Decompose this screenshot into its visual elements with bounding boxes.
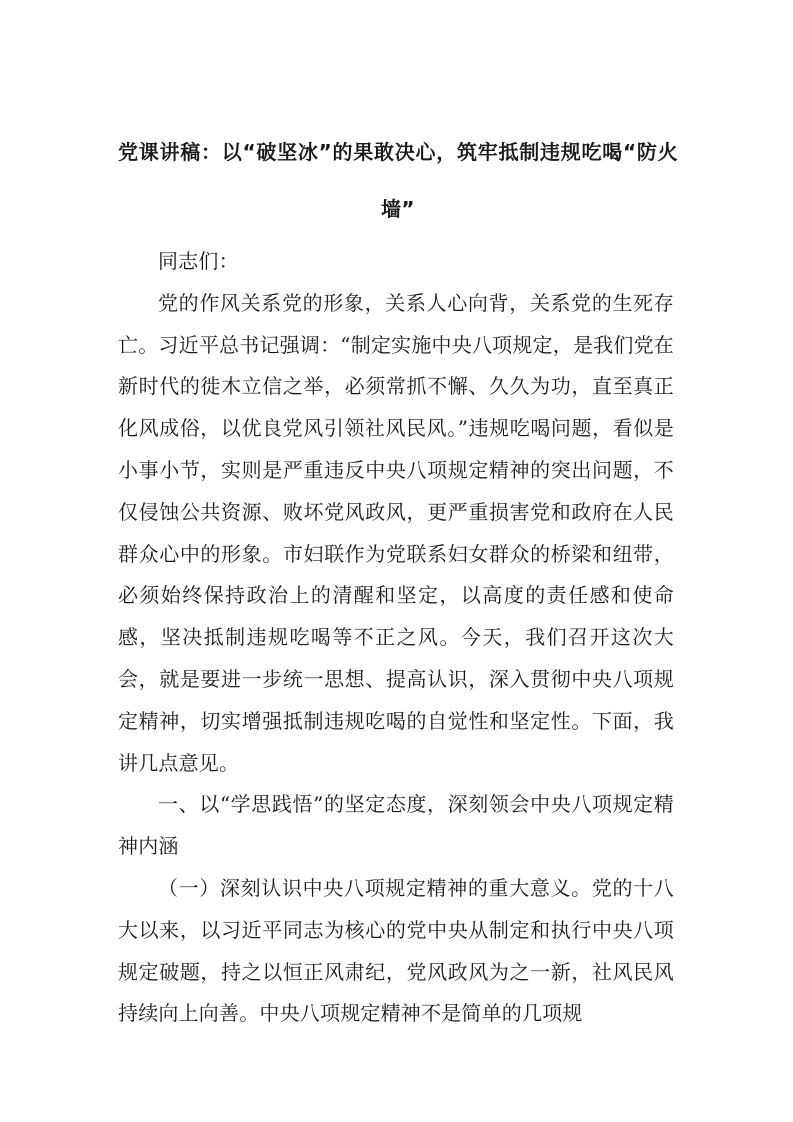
- section-heading: 一、以“学思践悟”的坚定态度，深刻领会中央八项规定精神内涵: [118, 792, 674, 859]
- salutation: 同志们：: [158, 249, 239, 273]
- document-body: [118, 241, 674, 1035]
- body-paragraph: （一）深刻认识中央八项规定精神的重大意义。党的十八大以来，以习近平同志为核心的党中央从制定和执行中央八项规定破题，持之以恒正风肃纪，党风政风为之一新，社风民风持续向上向善。中央八项规定精神不是简单的几项规: [118, 875, 674, 1026]
- body-paragraph: 党的作风关系党的形象，关系人心向背，关系党的生死存亡。习近平总书记强调：“制定实施中央八项规定，是我们党在新时代的徙木立信之举，必须常抓不懈、久久为功，直至真正化风成俗，以优良党风引领社风民风。”违规吃喝问题，看似是小事小节，实则是严重违反中央八项规定精神的突出问题，不仅侵蚀公共资源、败坏党风政风，更严重损害党和政府在人民群众心中的形象。市妇联作为党联系妇女群众的桥梁和纽带，必须始终保持政治上的清醒和坚定，以高度的责任感和使命感，坚决抵制违规吃喝等不正之风。今天，我们召开这次大会，就是要进一步统一思想、提高认识，深入贯彻中央八项规定精神，切实增强抵制违规吃喝的自觉性和坚定性。下面，我讲几点意见。: [118, 290, 674, 775]
- document-title: 党课讲稿：以“破坚冰”的果敢决心，筑牢抵制违规吃喝“防火墙”: [118, 140, 678, 221]
